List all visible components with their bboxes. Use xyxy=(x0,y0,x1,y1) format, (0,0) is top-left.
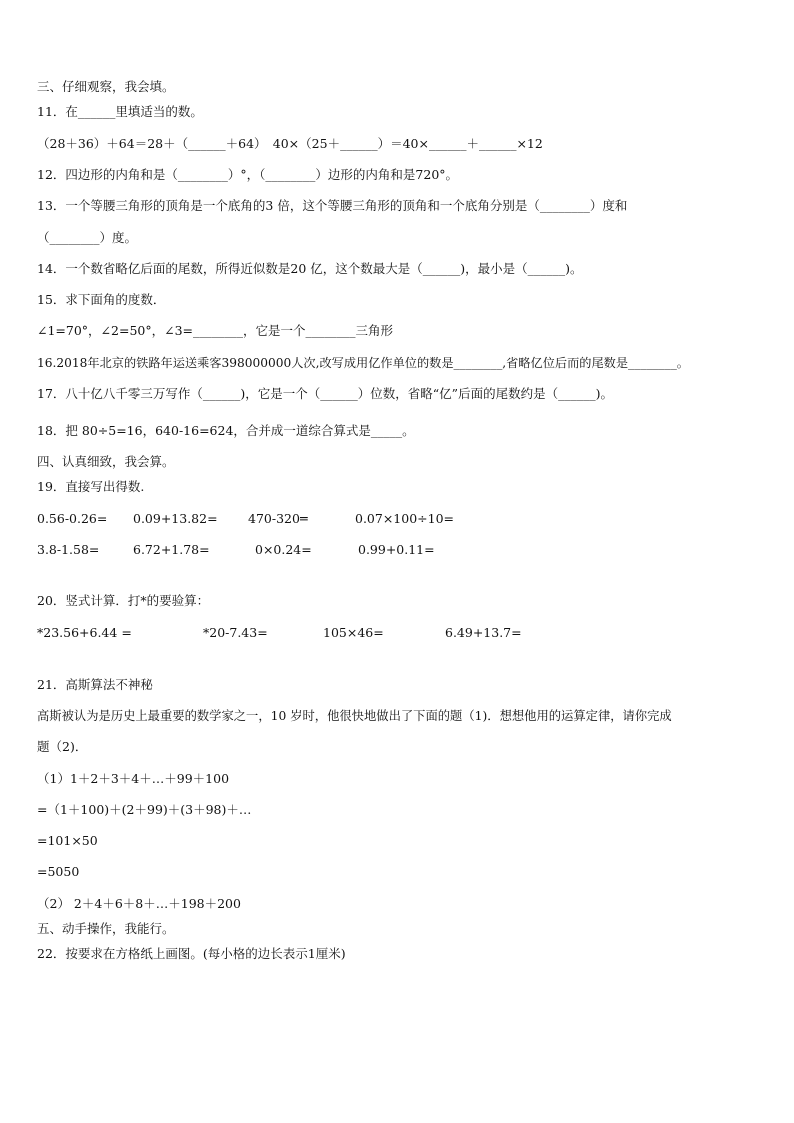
gauss-step-2: =（1＋100)＋(2＋99)＋(3＋98)＋… xyxy=(37,802,252,817)
vertical-calc-item: *23.56+6.44 = xyxy=(37,625,132,640)
section-4-title: 四、认真细致，我会算。 xyxy=(37,454,175,469)
gauss-step-1: （1）1＋2＋3＋4＋…＋99＋100 xyxy=(37,771,230,786)
vertical-calc-item: 6.49+13.7= xyxy=(445,625,522,640)
question-19-label: 19．直接写出得数. xyxy=(37,479,145,494)
question-11-equations: （28＋36）＋64＝28＋（______＋64） 40×（25＋______）＝40×______＋______×12 xyxy=(37,136,543,151)
question-18: 18．把 80÷5=16，640-16=624，合并成一道综合算式是_____。 xyxy=(37,423,415,438)
section-3-title: 三、仔细观察，我会填。 xyxy=(37,79,175,94)
question-14: 14．一个数省略亿后面的尾数，所得近似数是20 亿，这个数最大是（______)，最小是（______)。 xyxy=(37,261,583,276)
vertical-calc-item: 105×46= xyxy=(323,625,384,640)
calc-item: 3.8-1.58= xyxy=(37,542,100,557)
question-13-line-2: （________）度。 xyxy=(37,230,138,245)
vertical-calc-item: *20-7.43= xyxy=(203,625,268,640)
calc-item: 470-320═ xyxy=(248,511,308,526)
calc-item: 0.99+0.11= xyxy=(358,542,435,557)
question-16: 16.2018年北京的铁路年运送乘客398000000人次,改写成用亿作单位的数是________,省略亿位后而的尾数是________。 xyxy=(37,356,689,370)
question-12: 12．四边形的内角和是（________）°，（________）边形的内角和是720°。 xyxy=(37,167,459,182)
question-13-line-1: 13．一个等腰三角形的顶角是一个底角的3 倍，这个等腰三角形的顶角和一个底角分别是（________）度和 xyxy=(37,198,628,213)
gauss-step-3: =101×50 xyxy=(37,833,98,848)
question-17: 17．八十亿八千零三万写作（______)，它是一个（______）位数，省略“亿”后面的尾数约是（______)。 xyxy=(37,386,613,401)
question-21-paragraph-1: 高斯被认为是历史上最重要的数学家之一，10 岁时，他很快地做出了下面的题（1)．想想他用的运算定律，请你完成 xyxy=(37,709,672,723)
calc-item: 0.07×100÷10= xyxy=(355,511,455,526)
section-5-title: 五、动手操作，我能行。 xyxy=(37,921,175,936)
calc-item: 0×0.24= xyxy=(255,542,312,557)
question-15-angles: ∠1=70°，∠2=50°，∠3=________，它是一个________三角形 xyxy=(37,323,394,338)
question-15-label: 15．求下面角的度数． xyxy=(37,292,166,307)
calc-item: 0.56-0.26= xyxy=(37,511,108,526)
calc-item: 6.72+1.78= xyxy=(133,542,210,557)
question-22: 22．按要求在方格纸上画图。(每小格的边长表示1厘米) xyxy=(37,946,346,961)
question-21-label: 21．高斯算法不神秘 xyxy=(37,677,153,692)
gauss-step-5: （2） 2＋4＋6＋8＋…＋198＋200 xyxy=(37,896,241,911)
question-21-paragraph-2: 题（2)． xyxy=(37,739,88,754)
gauss-step-4: =5050 xyxy=(37,864,80,879)
calc-item: 0.09+13.82= xyxy=(133,511,218,526)
question-11-label: 11．在______里填适当的数。 xyxy=(37,104,203,119)
question-20-label: 20．竖式计算．打*的要验算： xyxy=(37,593,210,608)
